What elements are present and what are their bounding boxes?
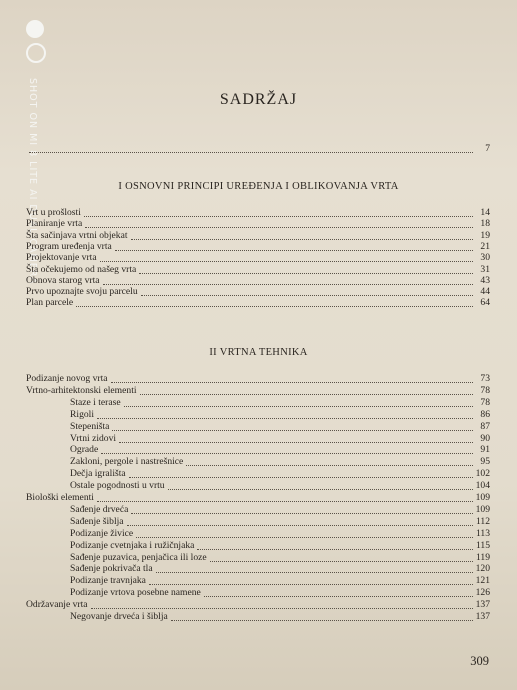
dot-leader — [210, 560, 473, 562]
dot-leader — [127, 524, 473, 526]
dot-leader — [84, 215, 473, 217]
toc-label: Zakloni, pergole i nastrešnice — [70, 456, 184, 468]
toc-entry — [26, 297, 490, 309]
toc-label: Projektovanje vrta — [26, 252, 97, 264]
toc-page: 90 — [480, 432, 490, 444]
toc-page: 30 — [480, 252, 490, 264]
toc-entry — [26, 385, 490, 397]
toc-page: 137 — [475, 611, 490, 622]
dot-leader — [149, 583, 473, 585]
toc-entry — [26, 599, 490, 611]
toc-label: Staze i terase — [70, 396, 121, 408]
toc-entry — [70, 528, 490, 540]
dot-leader — [139, 272, 473, 274]
toc-entry — [26, 492, 490, 504]
toc-page: 73 — [480, 373, 490, 384]
toc-page: 44 — [480, 286, 490, 298]
toc-page: 78 — [480, 384, 490, 396]
toc-page: 109 — [475, 492, 490, 503]
dot-leader — [112, 429, 473, 431]
dot-leader — [85, 226, 473, 228]
dot-leader — [156, 571, 473, 573]
toc-page: 126 — [475, 587, 490, 599]
toc-page: 14 — [480, 207, 490, 218]
watermark-text: SHOT ON MI 8 LITE AI DUAL CAMERA — [27, 78, 38, 285]
dot-leader — [131, 512, 472, 514]
toc-entry — [26, 252, 490, 264]
section-heading-2: II VRTNA TEHNIKA — [209, 347, 308, 358]
dot-leader — [140, 393, 473, 395]
toc-entry — [70, 444, 490, 456]
toc-page: 7 — [485, 143, 490, 154]
toc-label: Sađenje šiblja — [70, 515, 124, 527]
toc-page: 87 — [480, 420, 490, 432]
toc-page: 86 — [480, 408, 490, 420]
dot-leader — [103, 283, 473, 285]
dot-leader — [129, 476, 473, 478]
toc-page: 137 — [475, 599, 490, 611]
toc-entry — [70, 456, 490, 468]
toc-label: Održavanje vrta — [26, 599, 88, 611]
toc-entry — [70, 480, 490, 492]
toc-label: Obnova starog vrta — [26, 274, 100, 286]
toc-label: Rigoli — [70, 408, 94, 420]
dot-leader — [136, 536, 473, 538]
toc-label: Sađenje pokrivača tla — [70, 563, 153, 575]
toc-entry — [26, 373, 490, 385]
toc-label: Podizanje travnjaka — [70, 575, 146, 587]
toc-page: 115 — [475, 539, 490, 551]
toc-page: 119 — [475, 551, 490, 563]
dot-leader — [101, 452, 473, 454]
toc-page: 31 — [480, 263, 490, 275]
toc-entry — [26, 286, 490, 298]
toc-label: Plan parcele — [26, 297, 74, 309]
toc-entry — [70, 611, 490, 623]
toc-page: 78 — [480, 396, 490, 408]
page-number: 309 — [470, 654, 489, 668]
toc-label: Podizanje vrtova posebne namene — [70, 587, 201, 599]
toc-entry — [26, 218, 490, 230]
toc-entry — [26, 264, 490, 276]
toc-entry — [70, 587, 490, 599]
toc-entry — [70, 552, 490, 564]
dot-leader — [76, 305, 473, 307]
toc-label: Ograde — [70, 444, 99, 456]
dot-leader — [197, 548, 473, 550]
toc-entry — [70, 433, 490, 445]
camera-logo-icon — [26, 20, 46, 63]
toc-label: Ostale pogodnosti u vrtu — [70, 480, 165, 492]
toc-page: 95 — [480, 456, 490, 468]
toc-entry — [70, 563, 490, 575]
toc-entry — [26, 207, 490, 219]
toc-label: Šta očekujemo od našeg vrta — [26, 263, 137, 275]
dot-leader — [97, 500, 473, 502]
toc-label: Šta sačinjava vrtni objekat — [26, 229, 128, 241]
toc-page: 113 — [475, 527, 490, 539]
dot-leader — [131, 238, 473, 240]
dot-leader — [100, 260, 473, 262]
toc-label: Vrt u prošlosti — [26, 207, 81, 218]
toc-label: Podizanje cvetnjaka i ružičnjaka — [70, 539, 195, 551]
toc-entry — [26, 230, 490, 242]
toc-page: 109 — [475, 503, 490, 515]
toc-label: Biološki elementi — [26, 492, 94, 503]
toc-page: 43 — [480, 274, 490, 286]
toc-page: 91 — [480, 444, 490, 456]
toc-page: 19 — [480, 229, 490, 241]
toc-entry — [70, 504, 490, 516]
camera-watermark — [22, 20, 50, 285]
toc-page: 102 — [475, 468, 490, 480]
toc-entry — [70, 540, 490, 552]
toc-page: 120 — [475, 563, 490, 575]
toc-row-intro — [26, 143, 490, 155]
toc-label: Negovanje drveća i šiblja — [70, 611, 168, 622]
toc-label: Dečja igrališta — [70, 468, 126, 480]
toc-label: Vrtni zidovi — [70, 432, 117, 444]
toc-label: Prvo upoznajte svoju parcelu — [26, 286, 138, 298]
section-heading-1: I OSNOVNI PRINCIPI UREĐENJA I OBLIKOVANJA VRTA — [118, 181, 399, 192]
dot-leader — [97, 417, 473, 419]
toc-page: 104 — [475, 480, 490, 492]
dot-leader — [119, 441, 473, 443]
toc-entry — [70, 409, 490, 421]
dot-leader — [141, 294, 473, 296]
dot-leader — [111, 381, 473, 383]
toc-page: 18 — [480, 218, 490, 230]
toc-label: Planiranje vrta — [26, 218, 83, 230]
toc-page: 64 — [480, 297, 490, 309]
toc-label: Vrtno-arhitektonski elementi — [26, 384, 137, 396]
toc-label: Program uređenja vrta — [26, 240, 112, 252]
toc-entry — [70, 575, 490, 587]
dot-leader — [186, 464, 473, 466]
toc-entry — [70, 516, 490, 528]
toc-label: Sađenje puzavica, penjačica ili loze — [70, 551, 207, 563]
toc-label: Podizanje novog vrta — [26, 373, 108, 384]
toc-entry — [26, 241, 490, 253]
dot-leader — [171, 619, 473, 621]
page-title: SADRŽAJ — [219, 91, 298, 108]
toc-label: Podizanje živice — [70, 527, 134, 539]
toc-page: 21 — [480, 240, 490, 252]
dot-leader — [91, 607, 473, 609]
dot-leader — [168, 488, 473, 490]
dot-leader — [115, 249, 473, 251]
toc-entry — [70, 421, 490, 433]
dot-leader — [29, 151, 473, 153]
toc-label: Sađenje drveća — [70, 503, 129, 515]
dot-leader — [124, 405, 473, 407]
toc-entry — [70, 397, 490, 409]
toc-page: 121 — [475, 575, 490, 587]
toc-entry — [26, 275, 490, 287]
toc-entry — [70, 468, 490, 480]
toc-page: 112 — [475, 515, 490, 527]
toc-label: Stepeništa — [70, 420, 110, 432]
dot-leader — [204, 595, 473, 597]
